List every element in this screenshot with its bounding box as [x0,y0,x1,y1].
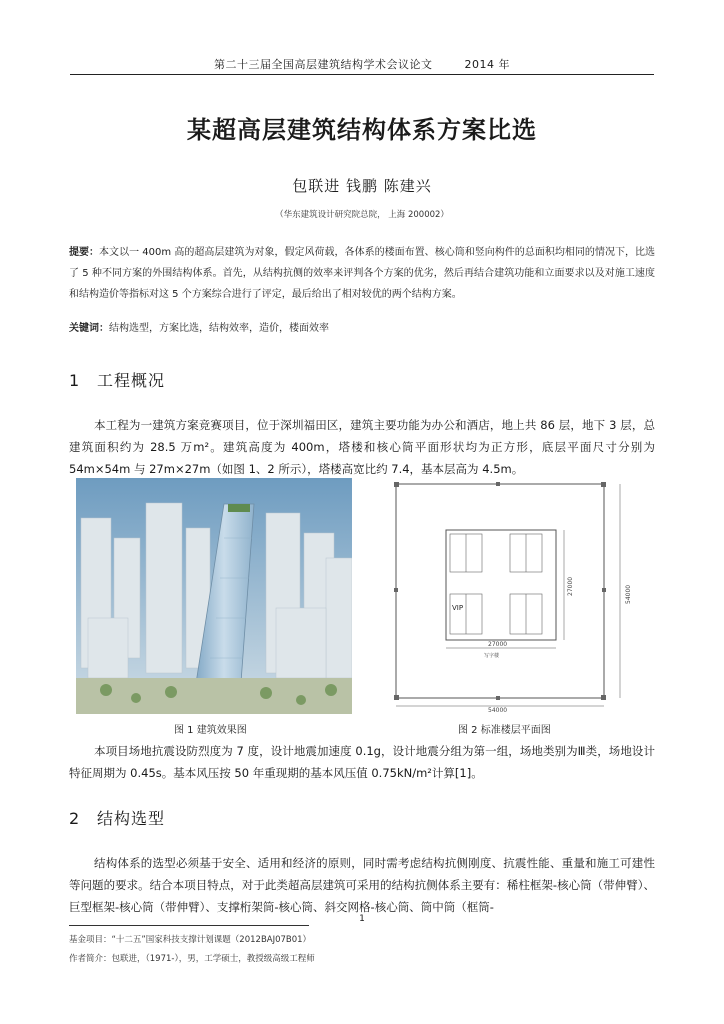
footnote-fund: 基金项目：“十二五”国家科技支撑计划课题（2012BAJ07B01） [69,935,312,945]
figure-1-caption: 图 1 建筑效果图 [174,725,247,736]
footnote-rule [69,925,309,926]
keywords-text: 结构选型，方案比选，结构效率，造价，楼面效率 [109,323,329,334]
vip-label: VIP [452,604,464,612]
affiliation: （华东建筑设计研究院总院， 上海 200002） [275,210,449,220]
figure-1-rendering [76,478,352,714]
core-dim-h: 27000 [488,641,508,648]
outer-dim-v: 54000 [625,584,632,604]
core-wall [446,530,556,640]
abstract-label: 提要： [69,247,100,258]
core-dim-v: 27000 [567,576,574,596]
conference-year: 2014 年 [464,58,510,71]
authors: 包联进 钱鹏 陈建兴 [292,177,432,195]
figure-2-floor-plan [388,478,640,714]
section-1-paragraph-1: 本工程为一建筑方案竞赛项目，位于深圳福田区，建筑主要功能为办公和酒店，地上共 86 层，地下 3 层，总建筑面积约为 28.5 万m²。建筑高度为 400m，塔楼和核心筒平面形状均为正方形，底层平面尺寸分别为 54m×54m 与 27m×27m（如图 1、2 所示），塔楼高宽比约 7.4，基本层高为 4.5m。 [69,418,655,476]
outer-dim-h: 54000 [488,707,508,714]
section-1-number: 1 [69,371,81,390]
section-2-title: 结构选型 [97,809,166,828]
abstract [69,242,655,305]
figure-2-caption: 图 2 标准楼层平面图 [458,725,551,736]
ground-plaza [76,678,352,714]
section-2-paragraph-1: 结构体系的选型必须基于安全、适用和经济的原则，同时需考虑结构抗侧刚度、抗震性能、重量和施工可建性等问题的要求。结合本项目特点，对于此类超高层建筑可采用的结构抗侧体系主要有：稀柱框架-核心筒（带伸臂）、巨型框架-核心筒（带伸臂）、支撑桁架筒-核心筒、斜交网格-核心筒、筒中筒（框筒- [69,856,655,914]
conference-name: 第二十三届全国高层建筑结构学术会议论文 [214,58,433,71]
running-header [70,56,654,72]
section-2-number: 2 [69,809,81,828]
header-rule [70,74,654,75]
section-2-heading [69,806,165,829]
abstract-text: 本文以一 400m 高的超高层建筑为对象，假定风荷载，各体系的楼面布置、核心筒和竖向构件的总面积均相同的情况下，比选了 5 种不同方案的外围结构体系。首先，从结构抗侧的效率来评判各个方案的优劣，然后再结合建筑功能和立面要求以及对施工速度和结构造价等指标对这 5 个方案综合进行了评定，最后给出了相对较优的两个结构方案。 [69,247,656,300]
core-rooms [450,534,542,634]
keywords [69,319,655,334]
section-1-paragraph-2: 本项目场地抗震设防烈度为 7 度，设计地震加速度 0.1g，设计地震分组为第一组，场地类别为Ⅲ类，场地设计特征周期为 0.45s。基本风压按 50 年重现期的基本风压值 0.75kN/m²计算[1]。 [69,744,655,780]
roof-garden [228,504,250,512]
keywords-label: 关键词： [69,323,109,334]
section-1-title: 工程概况 [97,371,166,390]
plan-note: 写字楼 [484,653,500,659]
section-1-heading [69,368,165,391]
paper-title: 某超高层建筑结构体系方案比选 [187,116,537,144]
perimeter-columns [394,482,606,700]
page-number: 1 [359,914,365,924]
footnote-author: 作者简介：包联进，（1971-），男，工学硕士，教授级高级工程师 [69,954,315,964]
